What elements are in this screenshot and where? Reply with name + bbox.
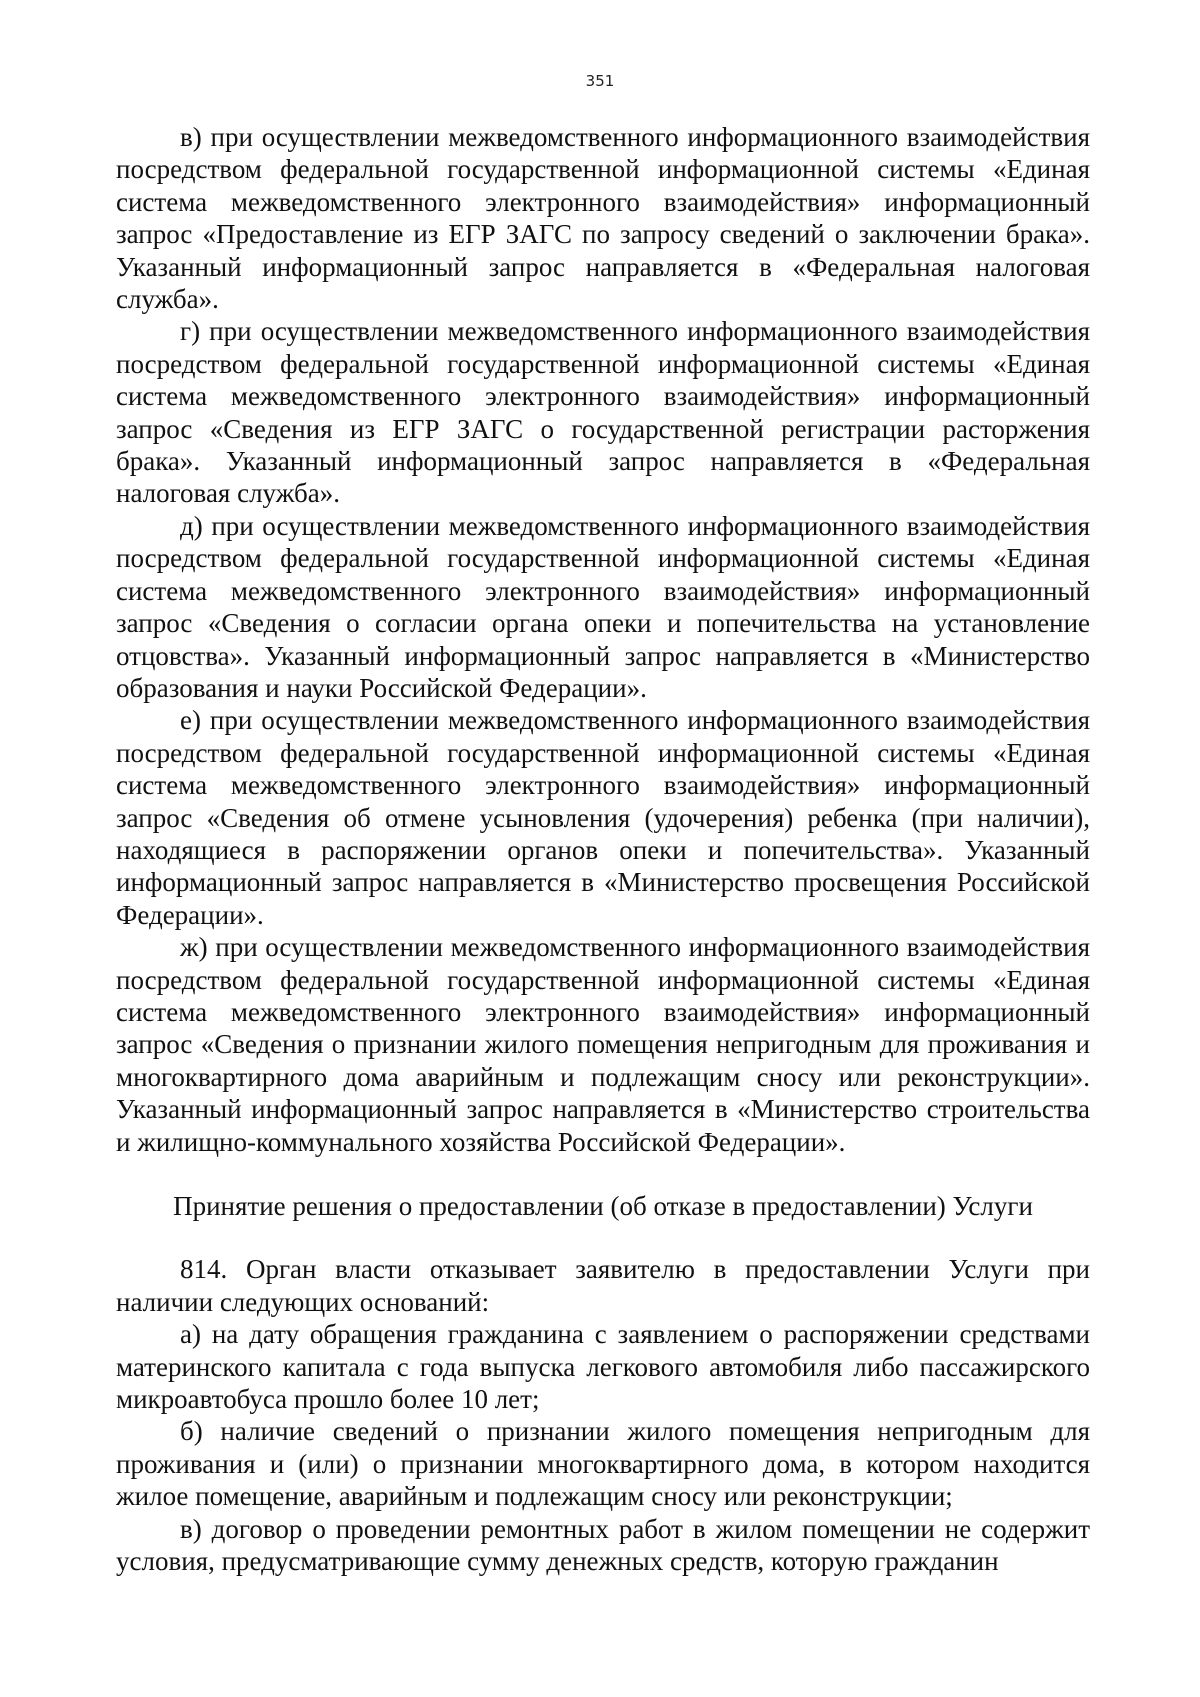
paragraph-item-v: в) при осуществлении межведомственного информационного взаимодействия посредством федеральной государственной информационной системы «Единая система межведомственного электронного взаимодействия» информационный запрос «Предоставление из ЕГР ЗАГС по запросу сведений о заключении брака». Указанный информационный запрос направляется в «Федеральная налоговая служба».: [116, 122, 1090, 315]
paragraph-814-item-b: б) наличие сведений о признании жилого помещения непригодным для проживания и (или) о признании многоквартирного дома, в котором находится жилое помещение, аварийным и подлежащим сносу или реконструкции;: [116, 1416, 1090, 1512]
paragraph-814-item-a: а) на дату обращения гражданина с заявлением о распоряжении средствами материнского капитала с года выпуска легкового автомобиля либо пассажирского микроавтобуса прошло более 10 лет;: [116, 1319, 1090, 1415]
paragraph-814: 814. Орган власти отказывает заявителю в предоставлении Услуги при наличии следующих оснований:: [116, 1254, 1090, 1317]
paragraph-item-g: г) при осуществлении межведомственного информационного взаимодействия посредством федеральной государственной информационной системы «Единая система межведомственного электронного взаимодействия» информационный запрос «Сведения из ЕГР ЗАГС о государственной регистрации расторжения брака». Указанный информационный запрос направляется в «Федеральная налоговая служба».: [116, 316, 1090, 509]
paragraph-item-e: е) при осуществлении межведомственного информационного взаимодействия посредством федеральной государственной информационной системы «Единая система межведомственного электронного взаимодействия» информационный запрос «Сведения об отмене усыновления (удочерения) ребенка (при наличии), находящиеся в распоряжении органов опеки и попечительства». Указанный информационный запрос направляется в «Министерство просвещения Российской Федерации».: [116, 705, 1090, 930]
paragraph-item-d: д) при осуществлении межведомственного информационного взаимодействия посредством федеральной государственной информационной системы «Единая система межведомственного электронного взаимодействия» информационный запрос «Сведения о согласии органа опеки и попечительства на установление отцовства». Указанный информационный запрос направляется в «Министерство образования и науки Российской Федерации».: [116, 510, 1090, 703]
paragraph-item-zh: ж) при осуществлении межведомственного информационного взаимодействия посредством федеральной государственной информационной системы «Единая система межведомственного электронного взаимодействия» информационный запрос «Сведения о признании жилого помещения непригодным для проживания и многоквартирного дома аварийным и подлежащим сносу или реконструкции». Указанный информационный запрос направляется в «Министерство строительства и жилищно-коммунального хозяйства Российской Федерации».: [116, 932, 1090, 1157]
document-body: [116, 121, 1090, 1577]
paragraph-814-item-v: в) договор о проведении ремонтных работ в жилом помещении не содержит условия, предусматривающие сумму денежных средств, которую гражданин: [116, 1513, 1090, 1577]
section-heading: Принятие решения о предоставлении (об отказе в предоставлении) Услуги: [173, 1191, 1033, 1221]
page-number: 351: [585, 72, 615, 90]
